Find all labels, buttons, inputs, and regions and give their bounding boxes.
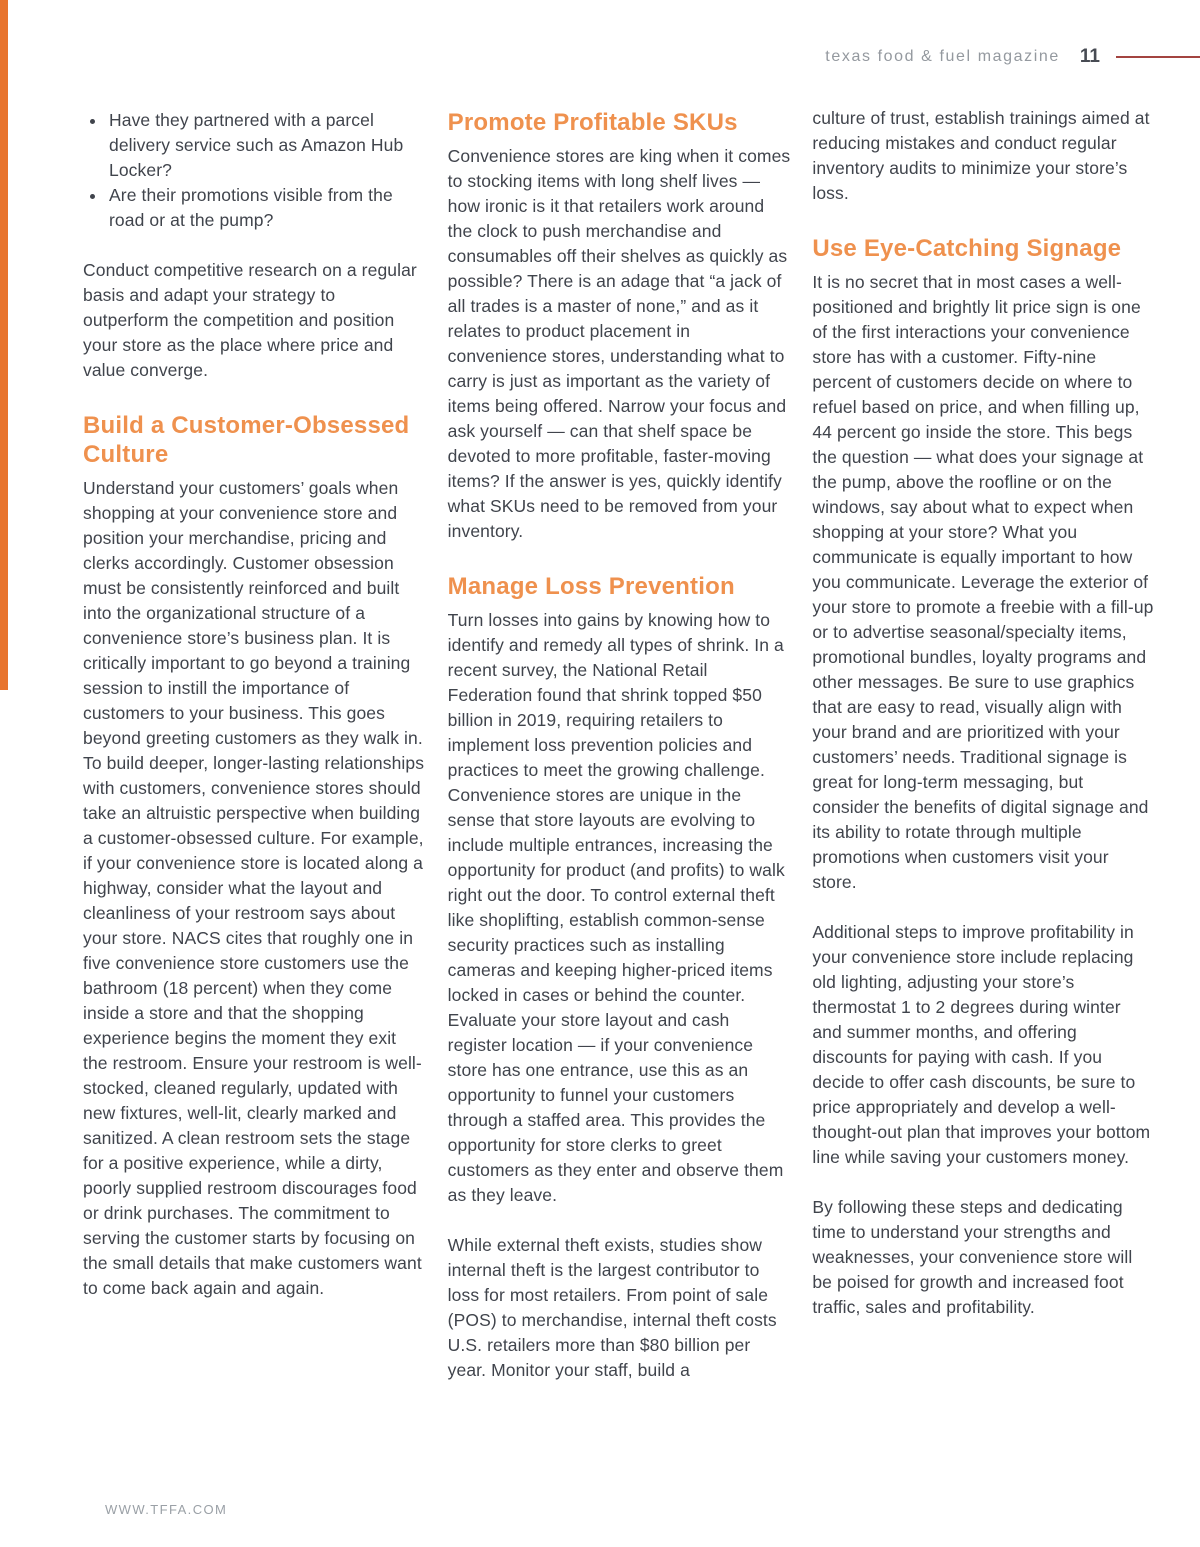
magazine-title: texas food & fuel magazine bbox=[825, 48, 1060, 65]
paragraph-closing: By following these steps and dedicating time to understand your strengths and weaknesses, your convenience store will be poised for growth and increased foot traffic, sales and profitability. bbox=[812, 1197, 1133, 1317]
bullet-list bbox=[83, 108, 426, 233]
bullet-item: • Are their promotions visible from the road or at the pump? bbox=[107, 183, 426, 233]
paragraph-culture-of-trust: culture of trust, establish trainings aimed at reducing mistakes and conduct regular inventory audits to minimize your store’s loss. bbox=[812, 108, 1150, 203]
page-header bbox=[825, 46, 1200, 68]
column-left bbox=[83, 106, 426, 1383]
paragraph-promote-profitable-skus: Convenience stores are king when it comes to stocking items with long shelf lives — how ironic is it that retailers work around the clock to push merchandise and consumables off their shelves as quickly as possible? There is an adage that “a jack of all trades is a master of none,” and as it relates to product placement in convenience stores, understanding what to carry is just as important as the variety of items being offered. Narrow your focus and ask yourself — can that shelf space be devoted to more profitable, faster-moving items? If the answer is yes, quickly identify what SKUs need to be removed from your inventory. bbox=[447, 146, 791, 541]
page-number: 11 bbox=[1079, 46, 1100, 67]
heading-promote-profitable-skus: Promote Profitable SKUs bbox=[447, 109, 738, 136]
column-middle bbox=[448, 106, 791, 1383]
paragraph-competitive-research: Conduct competitive research on a regular basis and adapt your strategy to outperform the competition and position your store as the place where price and value converge. bbox=[83, 260, 417, 380]
column-right bbox=[812, 106, 1155, 1383]
left-accent-bar bbox=[0, 0, 8, 690]
heading-customer-obsessed-culture: Build a Customer-Obsessed Culture bbox=[83, 412, 410, 468]
page-footer bbox=[105, 1501, 227, 1519]
website-url: WWW.TFFA.COM bbox=[105, 1502, 228, 1517]
bullet-item: • Have they partnered with a parcel delivery service such as Amazon Hub Locker? bbox=[107, 108, 426, 183]
paragraph-manage-loss-prevention: Turn losses into gains by knowing how to identify and remedy all types of shrink. In a recent survey, the National Retail Federation found that shrink topped $50 billion in 2019, requiring retailers to implement loss prevention policies and practices to meet the growing challenge. Convenience stores are unique in the sense that store layouts are evolving to include multiple entrances, increasing the opportunity for product (and profits) to walk right out the door. To control external theft like shoplifting, establish common-sense security practices such as installing cameras and keeping higher-priced items locked in cases or behind the counter. Evaluate your store layout and cash register location — if your convenience store has one entrance, use this as an opportunity to funnel your customers through a staffed area. This provides the opportunity for store clerks to greet customers as they enter and observe them as they leave. bbox=[447, 610, 785, 1205]
heading-eye-catching-signage: Use Eye-Catching Signage bbox=[812, 235, 1122, 262]
paragraph-eye-catching-signage: It is no secret that in most cases a well-positioned and brightly lit price sign is one of the first interactions your convenience store has with a customer. Fifty-nine percent of customers decide on where to refuel based on price, and when filling up, 44 percent go inside the store. This begs the question — what does your signage at the pump, above the roofline or on the windows, say about what to expect when shopping at your store? What you communicate is equally important to how you communicate. Leverage the exterior of your store to promote a freebie with a fill-up or to advertise seasonal/specialty items, promotional bundles, loyalty programs and other messages. Be sure to use graphics that are easy to read, visually align with your brand and are prioritized with your customers’ needs. Traditional signage is great for long-term messaging, but consider the benefits of digital signage and its ability to rotate through multiple promotions when customers visit your store. bbox=[812, 272, 1154, 892]
paragraph-customer-obsessed-culture: Understand your customers’ goals when shopping at your convenience store and position your merchandise, pricing and clerks accordingly. Customer obsession must be consistently reinforced and built into the organizational structure of a convenience store’s business plan. It is critically important to go beyond a training session to instill the importance of customers to your business. This goes beyond greeting customers as they walk in. To build deeper, longer-lasting relationships with customers, convenience stores should take an altruistic perspective when building a customer-obsessed culture. For example, if your convenience store is located along a highway, consider what the layout and cleanliness of your restroom says about your store. NACS cites that roughly one in five convenience store customers use the bathroom (18 percent) when they come inside a store and that the shopping experience begins the moment they exit the restroom. Ensure your restroom is well-stocked, cleaned regularly, updated with new fixtures, well-lit, clearly marked and sanitized. A clean restroom sets the stage for a positive experience, while a dirty, poorly supplied restroom discourages food or drink purchases. The commitment to serving the customer starts by focusing on the small details that make customers want to come back again and again. bbox=[83, 478, 425, 1298]
paragraph-additional-steps: Additional steps to improve profitability in your convenience store include replacing old lighting, adjusting your store’s thermostat 1 to 2 degrees during winter and summer months, and offering discounts for paying with cash. If you decide to offer cash discounts, be sure to price appropriately and develop a well-thought-out plan that improves your bottom line while saving your customers money. bbox=[812, 922, 1151, 1167]
heading-manage-loss-prevention: Manage Loss Prevention bbox=[447, 573, 735, 600]
paragraph-internal-theft: While external theft exists, studies show internal theft is the largest contributor to loss for most retailers. From point of sale (POS) to merchandise, internal theft costs U.S. retailers more than $80 billion per year. Monitor your staff, build a bbox=[447, 1235, 777, 1380]
article-columns bbox=[83, 106, 1155, 1383]
header-rule bbox=[1116, 56, 1200, 58]
